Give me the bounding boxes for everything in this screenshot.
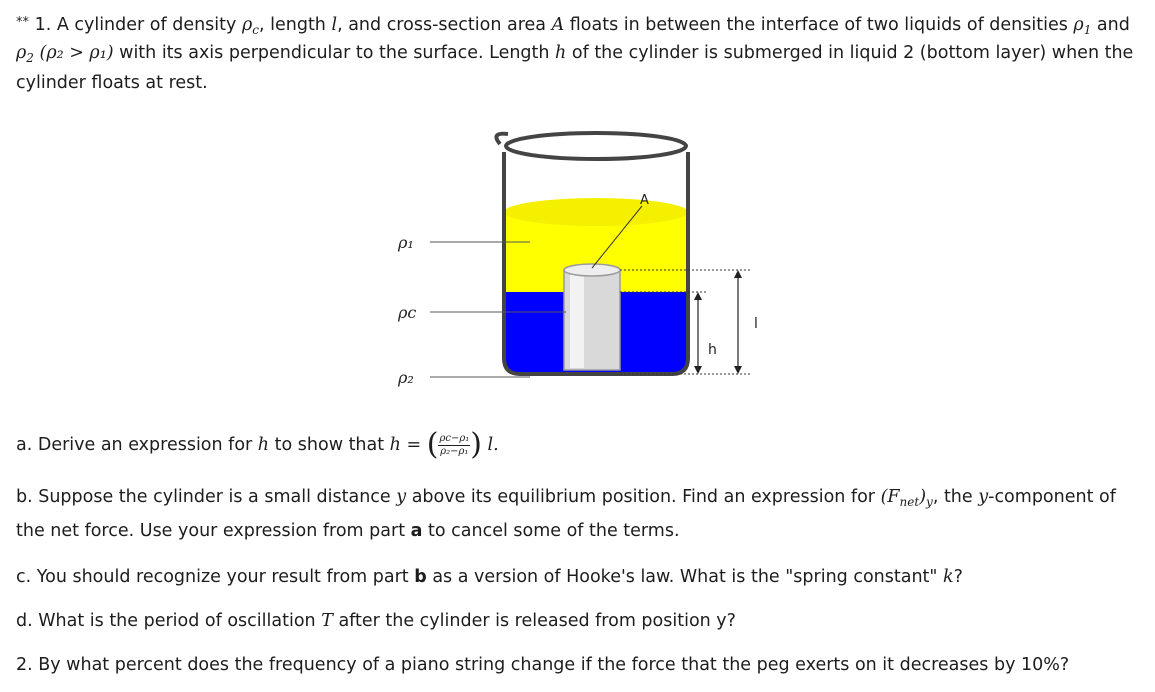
beaker-rim <box>506 133 686 159</box>
intro-text: 1. A cylinder of density <box>29 15 242 35</box>
l-symbol: l <box>331 15 338 35</box>
beaker-figure <box>380 122 780 392</box>
y-symbol: y <box>396 487 407 507</box>
intro-text: of the cylinder is submerged in liquid 2 (bottom layer) when the <box>566 43 1134 63</box>
part-ref-b: b <box>414 567 427 587</box>
intro-text: , and cross-section area <box>337 15 552 35</box>
label-l: l <box>754 316 758 332</box>
label-A: A <box>640 193 649 208</box>
T-symbol: T <box>321 611 333 631</box>
cylinder-highlight <box>570 274 584 368</box>
density-fraction: $\frac{\text{ρc−ρ₁}}{\text{ρ₂−ρ₁}}$ <box>439 432 470 457</box>
label-rho2: ρ₂ <box>398 368 414 387</box>
problem2: 2. By what percent does the frequency of a piano string change if the force that the peg exerts on it decreases by 10%? <box>16 655 1070 675</box>
problem1-line3: cylinder floats at rest. <box>16 73 208 93</box>
intro-text: with its axis perpendicular to the surface. Length <box>113 43 556 63</box>
h-arrow-bottom <box>694 366 702 374</box>
intro-text: and <box>1091 15 1130 35</box>
part-ref-a: a <box>410 521 423 541</box>
h-arrow-top <box>694 292 702 300</box>
part-c: c. You should recognize your result from part b as a version of Hooke's law. What is the "spring constant" k? <box>16 567 963 587</box>
part-a: a. Derive an expression for h to show that h = ( $\frac{\text{ρc−ρ₁}}{\text{ρ₂−ρ₁}}$ ) l. <box>16 427 499 462</box>
part-d: d. What is the period of oscillation T after the cylinder is released from position y? <box>16 611 736 631</box>
part-a-text: a. Derive an expression for <box>16 435 258 455</box>
rho2-symbol: $\rho_2$ <box>16 43 34 65</box>
condition: (ρ₂ > ρ₁) <box>33 43 114 63</box>
h-symbol: h <box>257 435 270 455</box>
stars: ** <box>16 15 29 30</box>
l-arrow-top <box>734 270 742 278</box>
rho1-symbol: $\rho_1$ <box>1073 15 1092 37</box>
h-symbol: h <box>389 435 401 455</box>
k-symbol: k <box>943 567 954 587</box>
part-a-tail: l. <box>481 435 499 455</box>
intro-text: , length <box>258 15 332 35</box>
y-symbol: y <box>978 487 989 507</box>
top-liquid-surface <box>504 198 688 226</box>
part-b-line2: the net force. Use your expression from part a to cancel some of the terms. <box>16 521 680 541</box>
cylinder-top <box>564 264 620 276</box>
part-b-line1: b. Suppose the cylinder is a small distance y above its equilibrium position. Find an expression for $(F_{net})_y$, the y-component of <box>16 487 1116 509</box>
l-arrow-bottom <box>734 366 742 374</box>
fnet-symbol: $(F_{net})_y$ <box>880 487 933 509</box>
label-rhoc: ρc <box>398 303 417 322</box>
intro-text: floats in between the interface of two liquids of densities <box>564 15 1074 35</box>
rho-c-symbol: $\rho_c$ <box>241 15 259 37</box>
equals: = <box>400 435 427 455</box>
label-rho1: ρ₁ <box>398 233 414 252</box>
A-symbol: A <box>551 15 565 35</box>
part-a-text: to show that <box>269 435 390 455</box>
h-symbol: h <box>555 43 567 63</box>
label-h: h <box>708 342 717 358</box>
